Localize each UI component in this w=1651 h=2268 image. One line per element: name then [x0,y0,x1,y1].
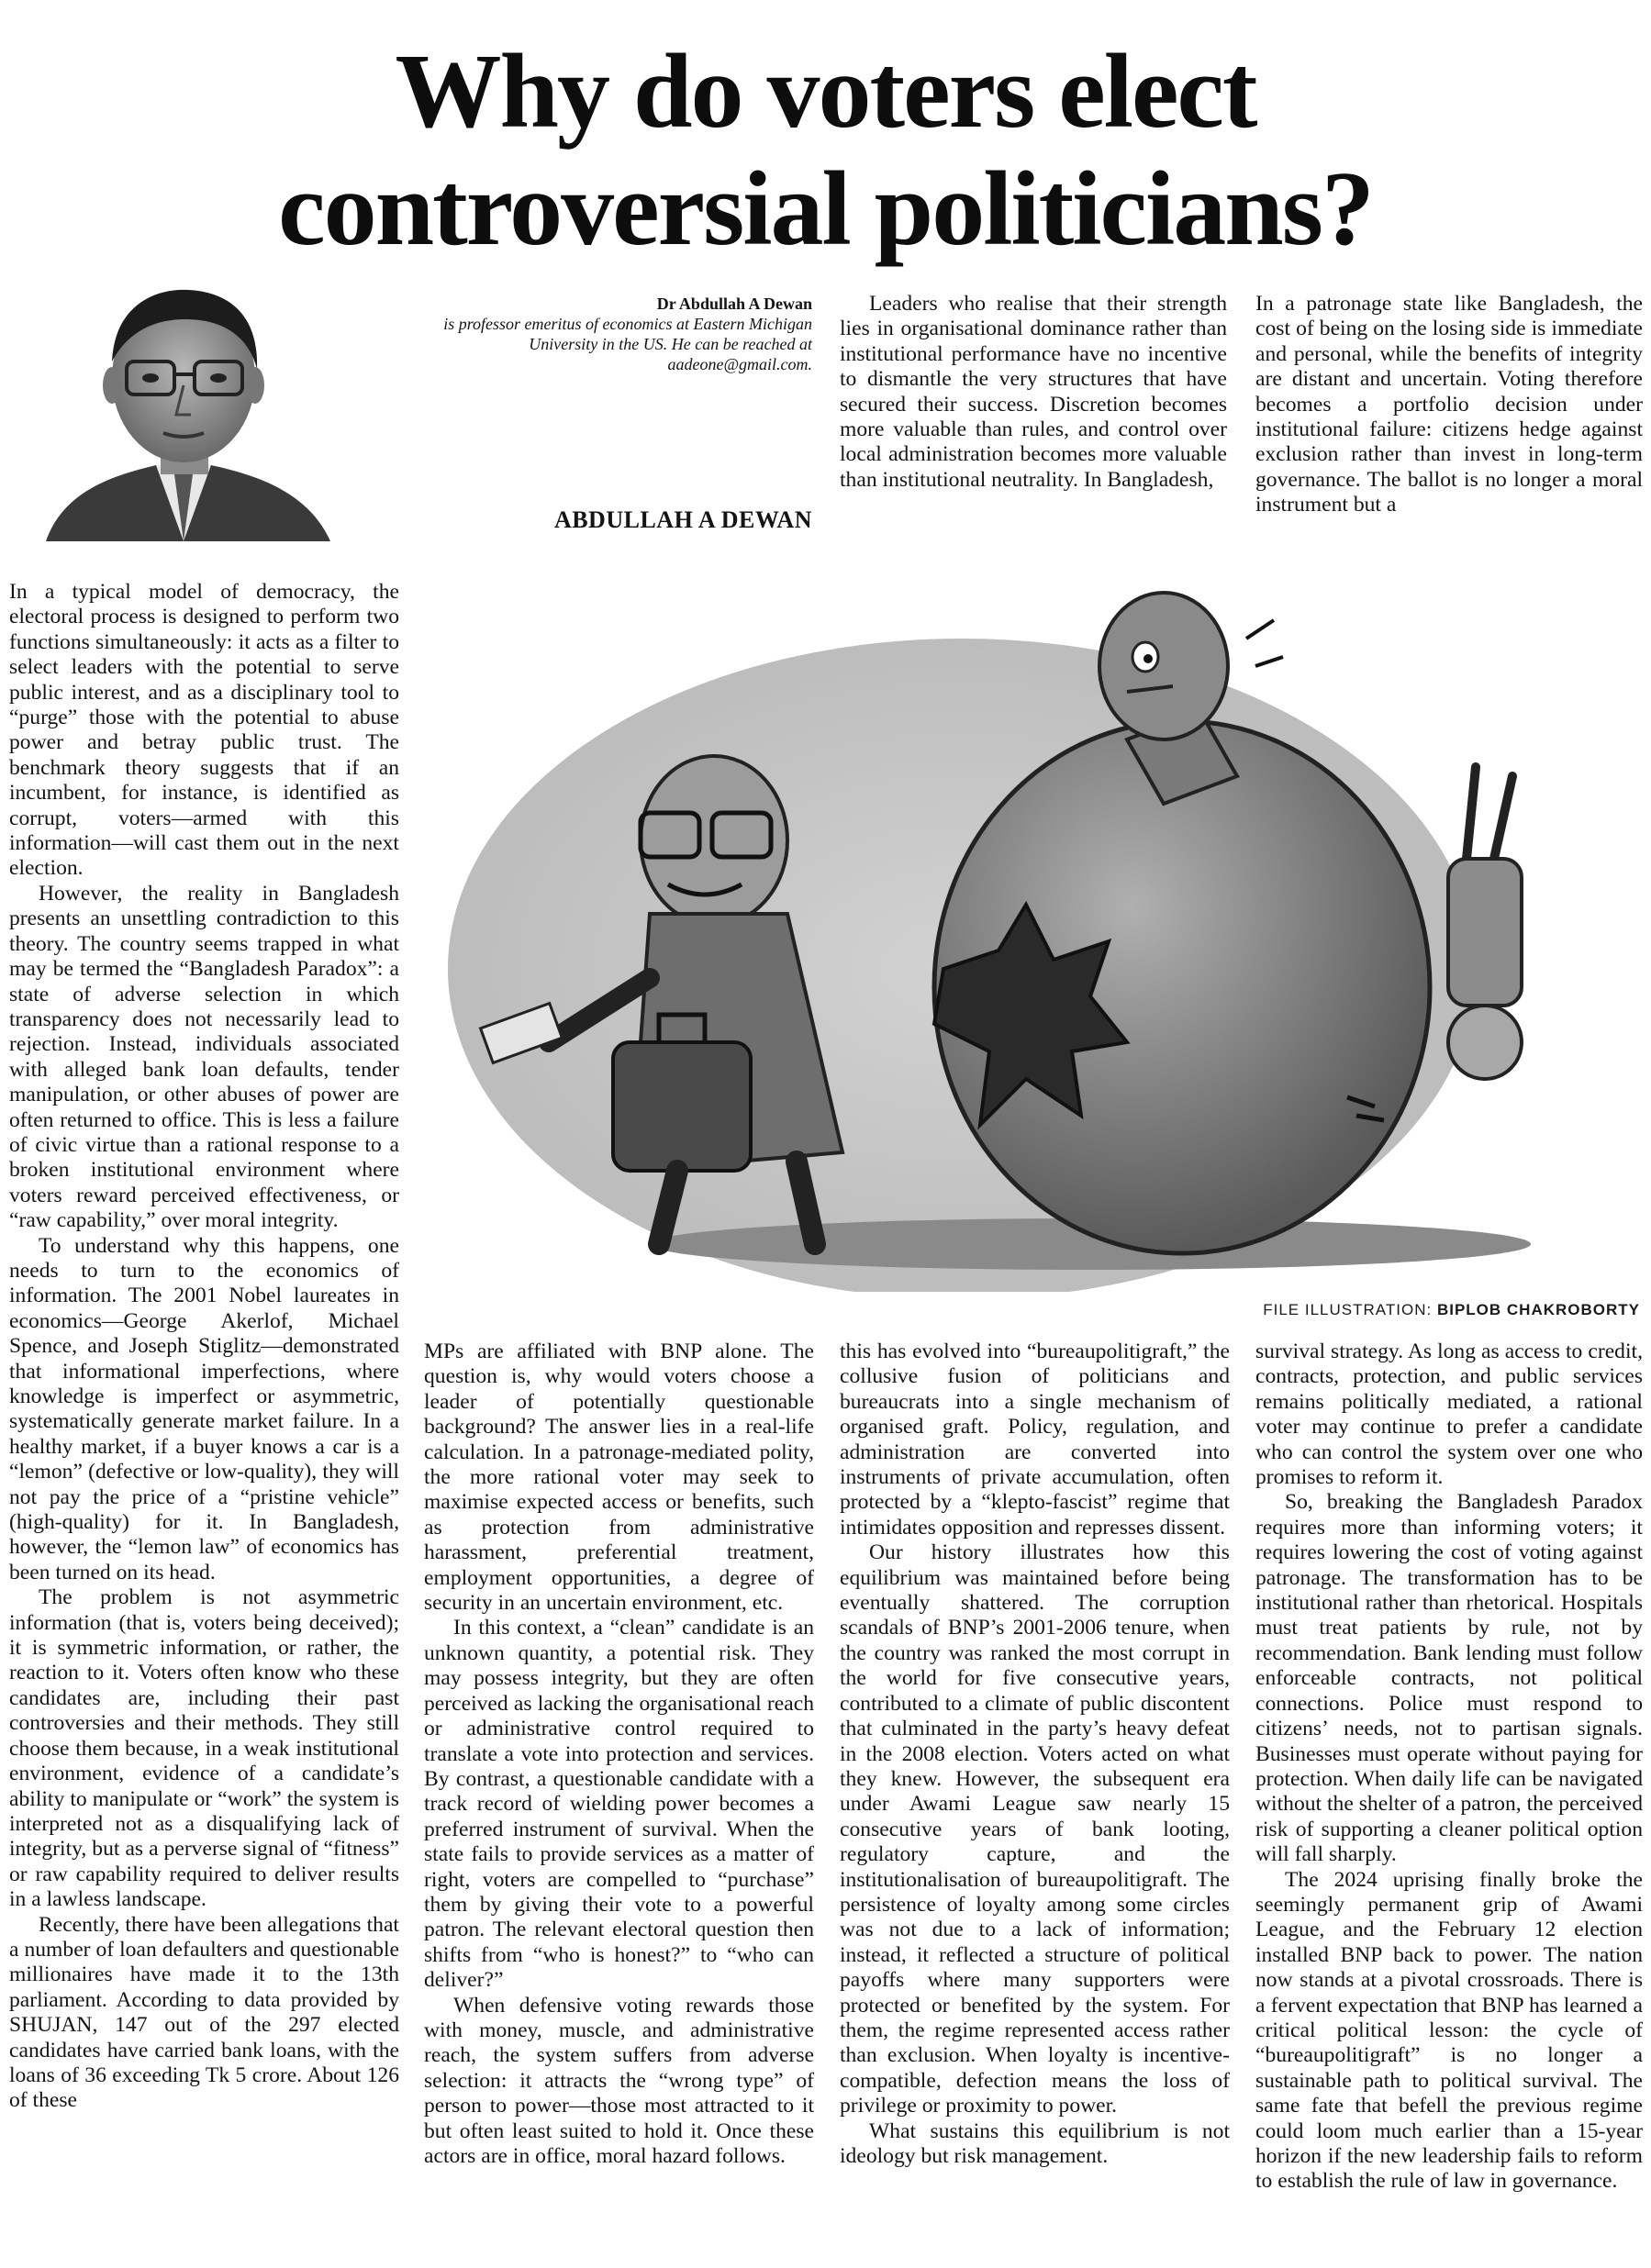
author-portrait [28,277,340,541]
article-top-column-2 [1255,292,1643,549]
headline-line-1: Why do voters elect [395,33,1256,150]
paragraph: In a typical model of democracy, the electoral process is designed to perform two functions simultaneously: it acts as a filter to select leaders with the potential to serve public interest, and as a disciplinary tool to “purge” those with the potential to abuse power and betray public trust. The benchmark theory suggests that if an incumbent, for instance, is identified as corrupt, voters—armed with this information—will cast them out in the next election. [9,580,399,881]
paragraph: The problem is not asymmetric information (that is, voters being deceived); it is symmetric information, or rather, the reaction to it. Voters often know who these candidates are, including their past controversies and their methods. They still choose them because, in a weak institutional environment, evidence of a candidate’s ability to manipulate or “work” the system is interpreted not as a disqualifying lack of integrity, but as a perverse signal of “fitness” or raw capability required to deliver results in a lawless landscape. [9,1585,399,1912]
headline-line-2: controversial politicians? [278,150,1373,268]
paragraph: In this context, a “clean” candidate is an unknown quantity, a potential risk. They may possess integrity, but they are often perceived as lacking the organisational reach or administrative control required to translate a vote into protection and services. By contrast, a questionable candidate with a track record of wielding power becomes a preferred instrument of survival. When the state fails to provide services as a matter of right, voters are compelled to “purchase” them by giving their vote to a powerful patron. The relevant electoral question then shifts from “who is honest?” to “who can deliver?” [424,1616,814,1993]
illustration-credit [1263,1301,1640,1319]
byline [395,294,812,374]
credit-prefix: FILE ILLUSTRATION: [1263,1301,1433,1318]
article-column-2 [424,1340,814,2261]
paragraph: In a patronage state like Bangladesh, the cost of being on the losing side is immediate and personal, while the benefits of integrity are distant and uncertain. Voting therefore becomes a portfolio decision under institutional failure: citizens hedge against exclusion rather than invest in long-term governance. The ballot is no longer a moral instrument but a [1255,292,1643,517]
paragraph: Our history illustrates how this equilibrium was maintained before being eventually shattered. The corruption scandals of BNP’s 2001-2006 tenure, when the country was ranked the most corrupt in the world for five consecutive years, contributed to a climate of public discontent that culminated in the party’s heavy defeat in the 2008 election. Voters acted on what they knew. However, the subsequent era under Awami League saw nearly 15 consecutive years of bank looting, regulatory capture, and the institutionalisation of bureaupolitigraft. The persistence of loyalty among some circles was not due to a lack of information; instead, it reflected a structure of political payoffs where many supporters were protected or benefited by the system. For them, the regime represented access rather than exclusion. When loyalty is incentive-compatible, defection means the loss of privilege or proximity to power. [840,1540,1230,2118]
article-column-4 [1255,1340,1643,2261]
credit-name: BIPLOB CHAKROBORTY [1436,1301,1640,1318]
paragraph: MPs are affiliated with BNP alone. The question is, why would voters choose a leader of potentially questionable background? The answer lies in a real-life calculation. In a patronage-mediated polity, the more rational voter may seek to maximise expected access or benefits, such as protection from administrative harassment, preferential treatment, employment opportunities, a degree of security in an uncertain environment, etc. [424,1340,814,1616]
byline-name: Dr Abdullah A Dewan [656,295,812,313]
paragraph: What sustains this equilibrium is not ideology but risk management. [840,2118,1230,2168]
paragraph: So, breaking the Bangladesh Paradox requires more than informing voters; it requires lowering the cost of voting against patronage. The transformation has to be institutional rather than rhetorical. Hospitals must treat patients by rule, not by recommendation. Bank lending must follow enforceable contracts, not political connections. Police must respond to citizens’ needs, not to partisan signals. Businesses must operate without paying for protection. When daily life can be navigated without the shelter of a patron, the perceived risk of supporting a cleaner political option will fall sharply. [1255,1490,1643,1867]
article-column-3 [840,1340,1230,2261]
byline-bio: is professor emeritus of economics at Eastern Michigan University in the US. He can be reached at aadeone@gmail.com. [443,315,812,373]
article-column-1 [9,580,399,2261]
paragraph: The 2024 uprising finally broke the seemingly permanent grip of Awami League, and the February 12 election installed BNP back to power. The nation now stands at a pivotal crossroads. There is a fervent expectation that BNP has learned a critical political lesson: the cycle of “bureaupolitigraft” is no longer a sustainable path to political survival. The same fate that befell the previous regime could loom much earlier than a 15-year horizon if the new leadership fails to reform to establish the rule of law in governance. [1255,1867,1643,2194]
paragraph: Leaders who realise that their strength lies in organisational dominance rather than institutional performance have no incentive to dismantle the very structures that have secured their success. Discretion becomes more valuable than rules, and control over local administration becomes more valuable than institutional neutrality. In Bangladesh, [840,292,1227,492]
paragraph: To understand why this happens, one needs to turn to the economics of information. The 2001 Nobel laureates in economics—George Akerlof, Michael Spence, and Joseph Stiglitz—demonstrated that informational imperfections, where knowledge is imperfect or asymmetric, systematically generate market failure. In a healthy market, if a buyer knows a car is a “lemon” (defective or low-quality), they will not pay the price of a “pristine vehicle” (high-quality) for it. In Bangladesh, however, the “lemon law” of economics has been turned on its head. [9,1233,399,1584]
paragraph: When defensive voting rewards those with money, muscle, and administrative reach, the system suffers from adverse selection: it attracts the “wrong type” of person to power—those most attracted to it but often least suited to hold it. Once these actors are in office, moral hazard follows. [424,1993,814,2168]
author-name: ABDULLAH A DEWAN [553,506,812,533]
paragraph: Recently, there have been allegations that a number of loan defaulters and questionable millionaires have made it to the 13th parliament. According to data provided by SHUJAN, 147 out of the 297 elected candidates have carried bank loans, with the loans of 36 exceeding Tk 5 crore. About 126 of these [9,1912,399,2113]
paragraph: survival strategy. As long as access to credit, contracts, protection, and public services remains politically mediated, a rational voter may continue to prefer a candidate who can control the system over one who promises to reform it. [1255,1340,1643,1490]
paragraph: this has evolved into “bureaupolitigraft,” the collusive fusion of politicians and bureaucrats into a single mechanism of organised graft. Policy, regulation, and administration are converted into instruments of private accumulation, often protected by a “klepto-fascist” regime that intimidates opposition and represses dissent. [840,1340,1230,1540]
headline [0,33,1651,268]
paragraph: However, the reality in Bangladesh presents an unsettling contradiction to this theory. The country seems trapped in what may be termed the “Bangladesh Paradox”: a state of adverse selection in which transparency does not necessarily lead to rejection. Instead, individuals associated with alleged bank loan defaults, tender manipulation, or other abuses of power are often returned to office. This is less a failure of civic virtue than a rational response to a broken institutional environment where voters reward perceived effectiveness, or “raw capability,” over moral integrity. [9,881,399,1233]
article-top-column-1 [840,292,1227,549]
cartoon-illustration [448,584,1641,1292]
